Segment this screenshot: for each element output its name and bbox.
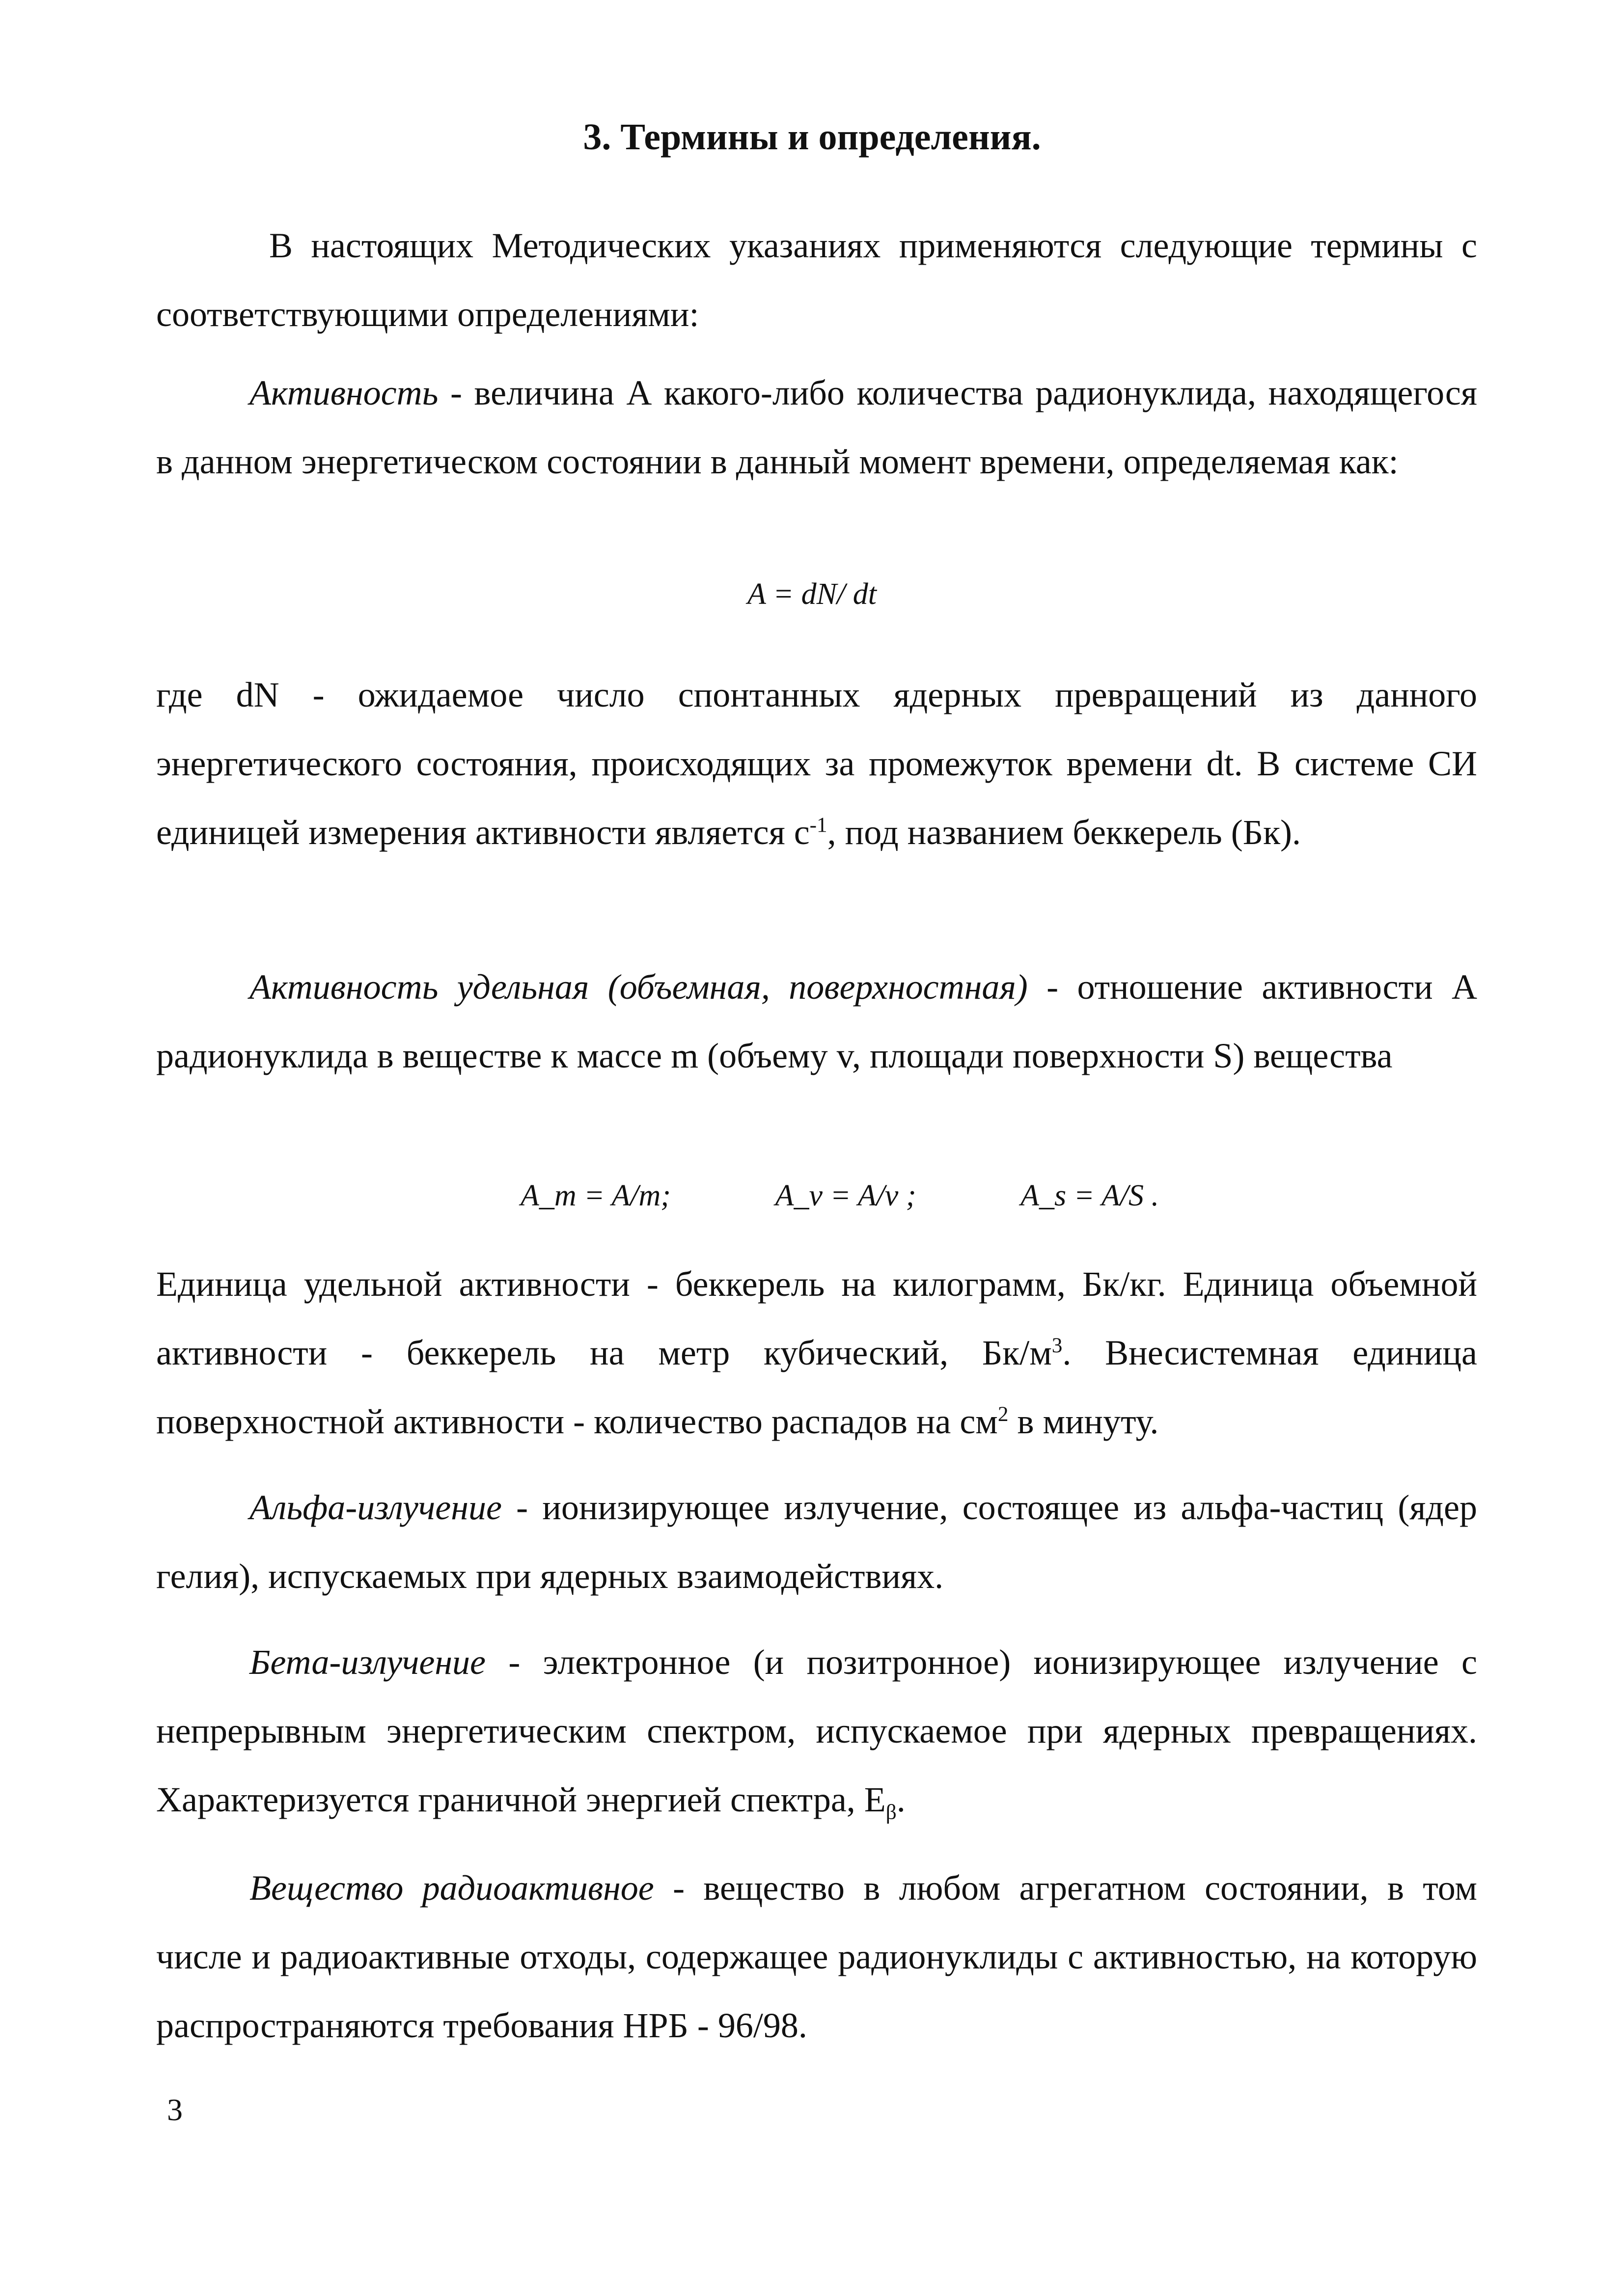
units-sup-cubic: 3 xyxy=(1051,1334,1063,1357)
units-text-3: в минуту. xyxy=(1008,1402,1159,1441)
units-paragraph xyxy=(156,1250,1477,1456)
activity-formula: A = dN/ dt xyxy=(747,577,877,611)
where-paragraph xyxy=(156,660,1477,867)
formula-volume: A_v = A/v ; xyxy=(775,1179,916,1212)
units-sup-square: 2 xyxy=(997,1403,1009,1426)
where-text: где dN - ожидаемое число спонтанных ядерных превращений из данного энергетического состояния, происходящих за промежуток времени dt. В системе СИ единицей измерения активности является с xyxy=(156,675,1477,852)
units-text-1: Единица удельной активности - беккерель на килограмм, Бк/кг. Единица объемной активности - беккерель на метр кубический, Бк/м xyxy=(156,1264,1477,1372)
beta-subscript: β xyxy=(885,1801,897,1824)
beta-definition xyxy=(156,1628,1477,1834)
where-text-end: , под названием беккерель (Бк). xyxy=(827,813,1301,852)
term-activity: Активность xyxy=(249,373,439,412)
radioactive-substance-text: - вещество в любом агрегатном состоянии, в том числе и радиоактивные отходы, содержащее радионуклиды с активностью, на которую распространяются требования НРБ - 96/98. xyxy=(156,1868,1477,2045)
alpha-text: - ионизирующее излучение, состоящее из альфа-частиц (ядер гелия), испускаемых при ядерных взаимодействиях. xyxy=(156,1488,1477,1596)
alpha-definition xyxy=(156,1473,1477,1611)
activity-definition xyxy=(156,358,1477,496)
where-superscript: -1 xyxy=(809,814,827,837)
formula-surface: A_s = A/S . xyxy=(1020,1179,1159,1212)
specific-activity-formulas xyxy=(521,1178,1159,1213)
specific-activity-definition xyxy=(156,953,1477,1090)
term-radioactive-substance: Вещество радиоактивное xyxy=(249,1868,654,1908)
specific-activity-text: - отношение активности А радионуклида в веществе к массе m (объему v, площади поверхности S) вещества xyxy=(156,967,1477,1075)
formula-mass: A_m = A/m; xyxy=(521,1179,671,1212)
term-beta: Бета-излучение xyxy=(249,1642,486,1682)
intro-paragraph: В настоящих Методических указаниях применяются следующие термины с соответствующими определениями: xyxy=(156,226,1477,334)
beta-text: - электронное (и позитронное) ионизирующее излучение с непрерывным энергетическим спектром, испускаемое при ядерных превращениях. Характеризуется граничной энергией спектра, Е xyxy=(156,1642,1477,1819)
term-specific-activity: Активность удельная (объемная, поверхностная) xyxy=(249,967,1028,1007)
beta-text-end: . xyxy=(896,1780,906,1819)
section-heading: 3. Термины и определения. xyxy=(583,116,1041,158)
activity-text: - величина А какого-либо количества радионуклида, находящегося в данном энергетическом состоянии в данный момент времени, определяемая как: xyxy=(156,373,1477,481)
term-alpha: Альфа-излучение xyxy=(249,1488,502,1527)
radioactive-substance-definition xyxy=(156,1854,1477,2060)
page-number: 3 xyxy=(167,2092,183,2127)
units-text-2: . Внесистемная единица поверхностной активности - количество распадов на см xyxy=(156,1333,1477,1441)
